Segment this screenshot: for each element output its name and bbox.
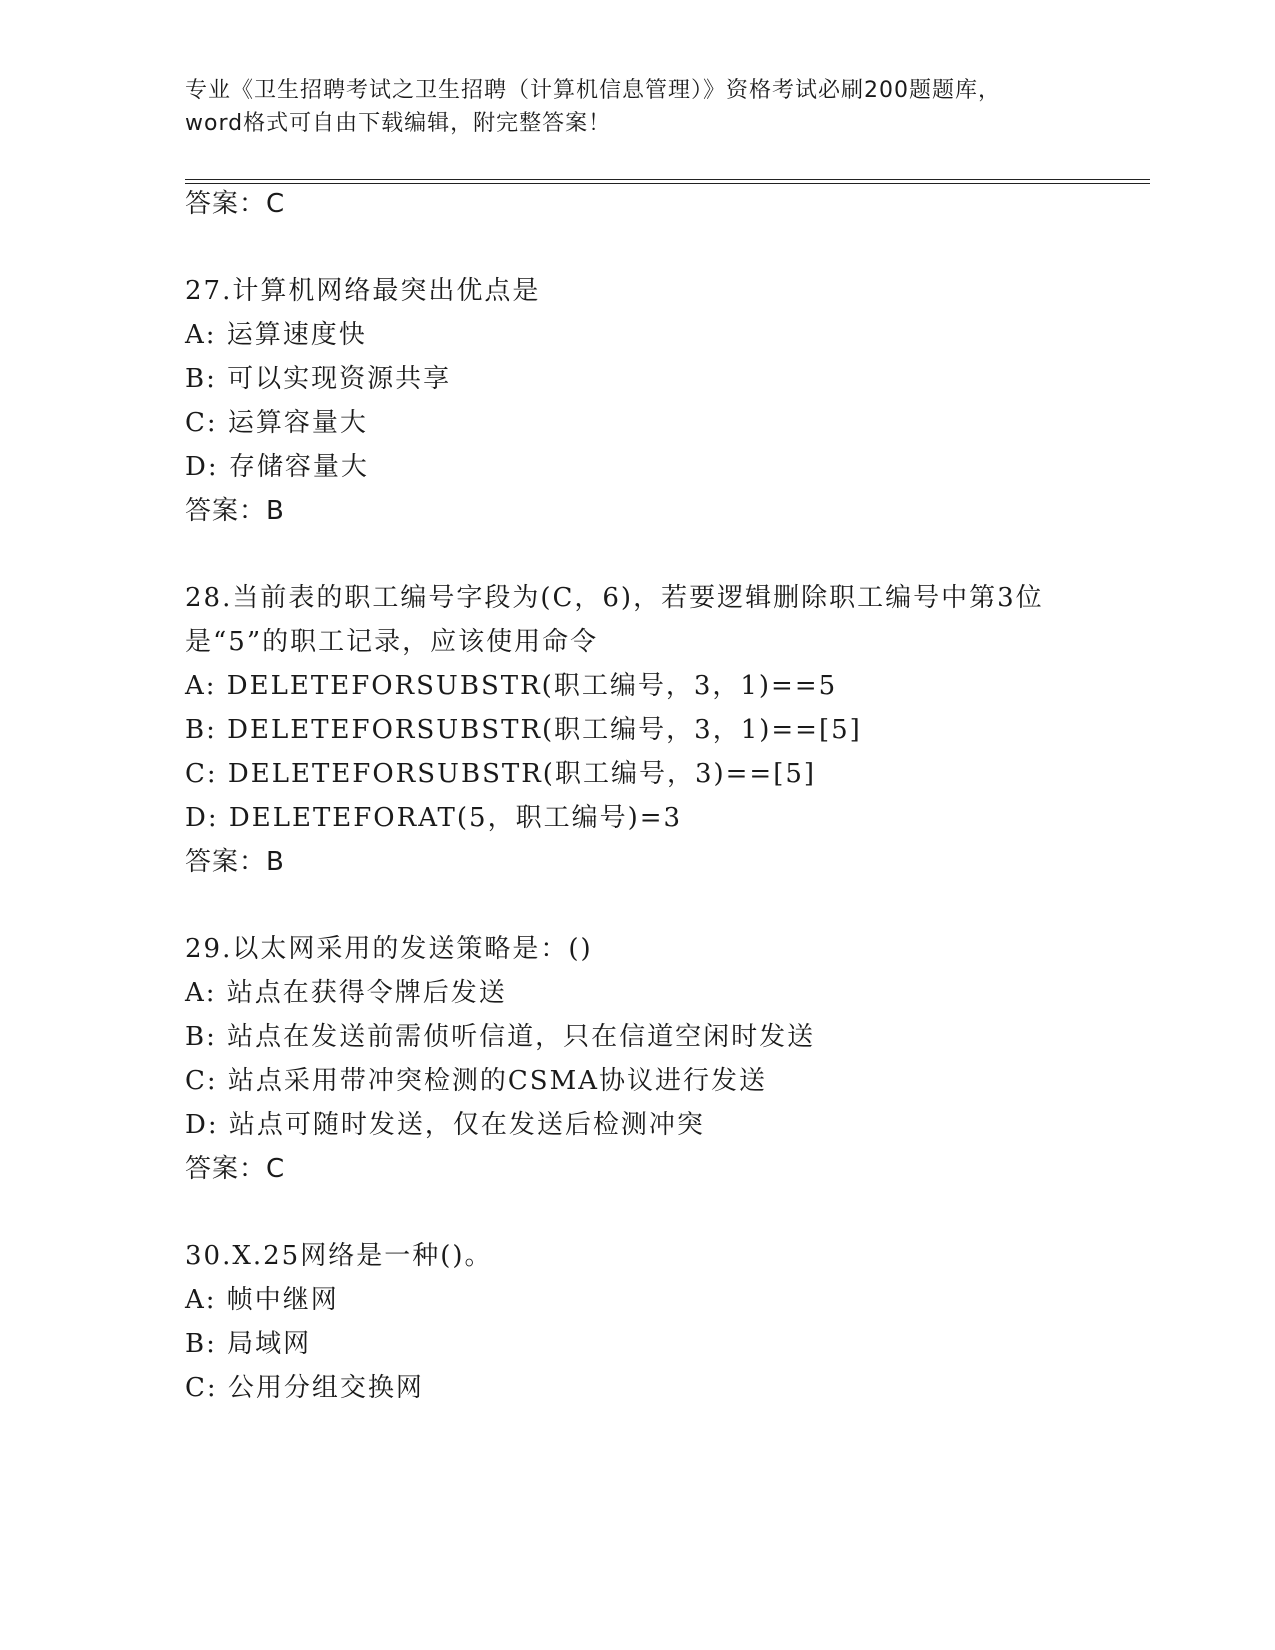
question-line: 27.计算机网络最突出优点是: [185, 276, 541, 306]
answer-line: 答案：B: [185, 847, 285, 877]
header-line-2: word格式可自由下载编辑，附完整答案！: [185, 111, 612, 136]
document-header: [185, 74, 1085, 140]
answer-line: 答案：C: [185, 189, 286, 219]
question-line: 30.X.25网络是一种()。: [185, 1241, 493, 1271]
header-divider-top: [185, 179, 1150, 180]
option-line: D: 存储容量大: [185, 452, 369, 482]
question-line: 是“5”的职工记录，应该使用命令: [185, 627, 599, 657]
option-line: D: 站点可随时发送，仅在发送后检测冲突: [185, 1110, 705, 1140]
header-divider-bottom: [185, 183, 1150, 184]
option-line: C: DELETEFORSUBSTR(职工编号，3)==[5]: [185, 759, 817, 789]
answer-line: 答案：C: [185, 1154, 286, 1184]
answer-line: 答案：B: [185, 496, 285, 526]
option-line: C: 站点采用带冲突检测的CSMA协议进行发送: [185, 1066, 768, 1096]
option-line: C: 运算容量大: [185, 408, 368, 438]
option-line: A: DELETEFORSUBSTR(职工编号，3，1)==5: [185, 671, 838, 701]
header-line-1: 专业《卫生招聘考试之卫生招聘（计算机信息管理）》资格考试必刷200题题库，: [185, 78, 1001, 103]
option-line: B: 站点在发送前需侦听信道，只在信道空闲时发送: [185, 1022, 816, 1052]
option-line: B: DELETEFORSUBSTR(职工编号，3，1)==[5]: [185, 715, 862, 745]
option-line: A: 运算速度快: [185, 320, 367, 350]
question-line: 29.以太网采用的发送策略是：(): [185, 934, 593, 964]
option-line: A: 帧中继网: [185, 1285, 339, 1315]
question-line: 28.当前表的职工编号字段为(C，6)，若要逻辑删除职工编号中第3位: [185, 583, 1044, 613]
option-line: B: 可以实现资源共享: [185, 364, 452, 394]
option-line: A: 站点在获得令牌后发送: [185, 978, 507, 1008]
option-line: C: 公用分组交换网: [185, 1373, 424, 1403]
option-line: D: DELETEFORAT(5，职工编号)=3: [185, 803, 683, 833]
option-line: B: 局域网: [185, 1329, 312, 1359]
